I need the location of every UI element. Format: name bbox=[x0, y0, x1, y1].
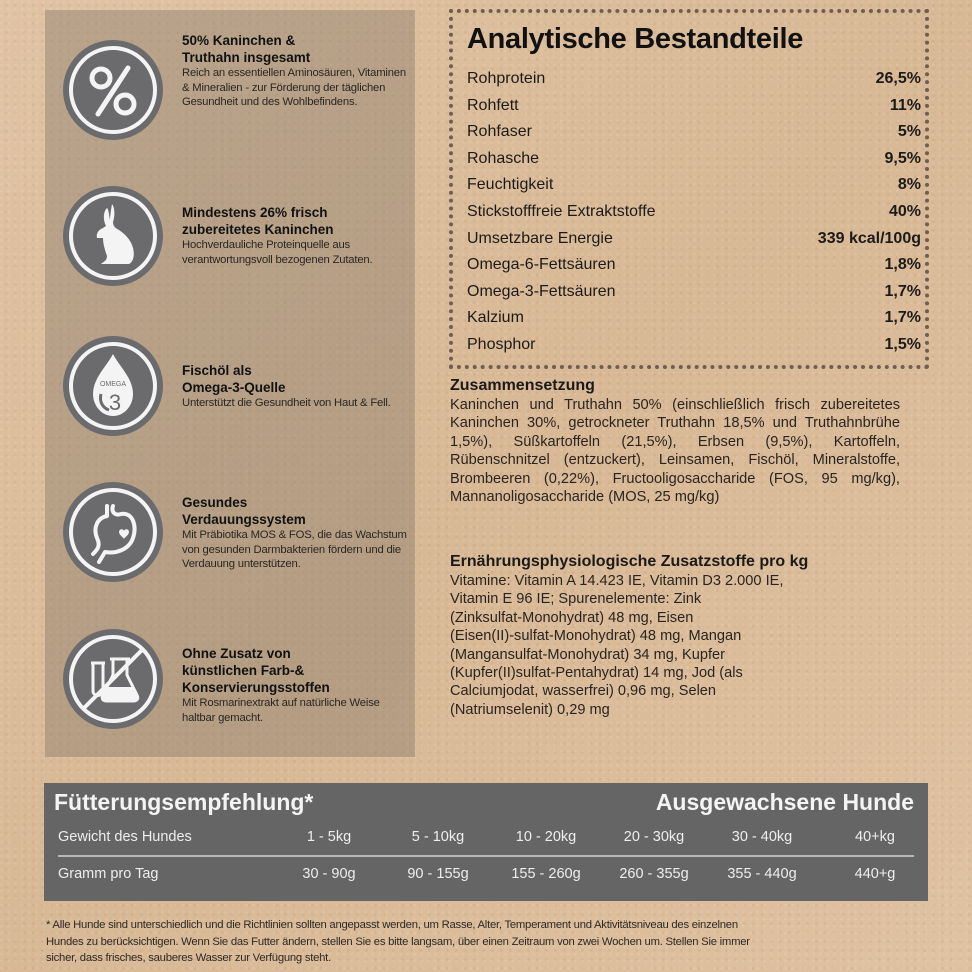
analytics-label: Kalzium bbox=[467, 309, 524, 327]
weight-cell: 40+kg bbox=[855, 829, 895, 845]
analytics-value: 26,5% bbox=[875, 70, 921, 87]
weight-cell: 30 - 40kg bbox=[731, 829, 793, 845]
grams-cell: 90 - 155g bbox=[407, 866, 469, 882]
feature-title-line: Ohne Zusatz von bbox=[182, 646, 291, 661]
feature-title bbox=[182, 362, 412, 396]
additives-line: (Natriumselenit) 0,29 mg bbox=[450, 701, 610, 718]
analytics-row bbox=[467, 283, 921, 309]
analytics-value: 1,5% bbox=[884, 336, 921, 353]
feature-title-line: künstlichen Farb-& bbox=[182, 663, 305, 678]
analytical-constituents-box bbox=[449, 9, 929, 369]
analytics-value: 8% bbox=[897, 176, 921, 194]
analytics-value: 11% bbox=[889, 96, 921, 114]
features-panel bbox=[45, 10, 415, 757]
composition-text: Kaninchen und Truthahn 50% (einschließlich frisch zubereitetes Kaninchen 30%, getrockneter Truthahn 18,5% und Truthahnbrühe 1,5%), Süßkartoffeln (21,5%), Erbsen (9,5%), Kartoffeln, Rübenschnitzel (entzuckert), Leinsamen, Fischöl, Mineralstoffe, Brombeeren (0,22%), Fructooligosaccharide (FOS, 95 mg/kg), Mannanoligosaccharide (MOS, 25 mg/kg) bbox=[450, 397, 900, 506]
weight-cell: 10 - 20kg bbox=[515, 829, 577, 845]
footnote-line: Hundes zu berücksichtigen. Wenn Sie das Futter ändern, stellen Sie es bitte langsam, über einen Zeitraum von zwei Wochen um. Stellen Sie immer bbox=[46, 935, 750, 948]
grams-cell: 30 - 90g bbox=[302, 866, 356, 882]
omega-3-drop-icon bbox=[63, 336, 163, 436]
footnote-line: * Alle Hunde sind unterschiedlich und die Richtlinien sollten angepasst werden, um Rasse, Alter, Temperament und Aktivitätsniveau des einzelnen bbox=[46, 919, 738, 931]
additives-text bbox=[450, 572, 920, 719]
analytics-label: Feuchtigkeit bbox=[467, 176, 554, 194]
composition-section bbox=[450, 376, 900, 506]
additives-line: Vitamine: Vitamin A 14.423 IE, Vitamin D3 2.000 IE, bbox=[450, 573, 784, 589]
rabbit-icon bbox=[63, 186, 163, 286]
feeding-title: Fütterungsempfehlung* bbox=[54, 789, 314, 815]
analytics-value: 1,7% bbox=[884, 309, 921, 327]
analytics-label: Rohfett bbox=[467, 96, 519, 114]
stomach-heart-icon bbox=[63, 482, 163, 582]
analytics-label: Umsetzbare Energie bbox=[467, 229, 613, 247]
analytics-row bbox=[467, 256, 921, 282]
weight-cell: 20 - 30kg bbox=[623, 829, 685, 845]
analytics-label: Rohasche bbox=[467, 149, 540, 167]
analytics-label: Phosphor bbox=[467, 336, 536, 353]
footnote bbox=[46, 917, 926, 967]
additives-line: (Mangansulfat-Monohydrat) 34 mg, Kupfer bbox=[450, 646, 725, 663]
feature-title-line: Mindestens 26% frisch bbox=[182, 205, 328, 220]
analytics-value: 1,7% bbox=[884, 282, 921, 300]
no-chemicals-icon bbox=[63, 629, 163, 729]
analytics-value: 40% bbox=[888, 203, 921, 220]
analytics-row bbox=[467, 230, 921, 256]
analytics-label: Rohfaser bbox=[467, 123, 532, 141]
feature-title-line: Fischöl als bbox=[182, 363, 252, 378]
analytics-value: 339 kcal/100g bbox=[817, 229, 921, 247]
analytics-row bbox=[467, 203, 921, 229]
feature-title bbox=[182, 204, 412, 238]
analytics-row bbox=[467, 309, 921, 335]
analytics-row bbox=[467, 70, 921, 96]
analytics-row bbox=[467, 97, 921, 123]
analytics-label: Omega-3-Fettsäuren bbox=[467, 282, 616, 300]
footnote-line: sicher, dass frisches, sauberes Wasser zur Verfügung steht. bbox=[46, 952, 331, 964]
feature-title-line: 50% Kaninchen & bbox=[182, 33, 296, 48]
analytics-label: Rohprotein bbox=[467, 70, 546, 87]
feature-description: Hochverdauliche Proteinquelle aus verantwortungsvoll bezogenen Zutaten. bbox=[182, 239, 373, 266]
additives-line: (Eisen(II)-sulfat-Monohydrat) 48 mg, Mangan bbox=[450, 628, 742, 645]
feeding-subtitle: Ausgewachsene Hunde bbox=[655, 789, 914, 815]
additives-title: Ernährungsphysiologische Zusatzstoffe pro kg bbox=[450, 553, 809, 570]
feature-title bbox=[182, 32, 412, 66]
grams-cell: 440+g bbox=[854, 866, 896, 882]
omega-label: OMEGA bbox=[99, 381, 127, 388]
analytics-label: Omega-6-Fettsäuren bbox=[467, 256, 616, 274]
additives-section bbox=[450, 552, 920, 719]
additives-line: Vitamin E 96 IE; Spurenelemente: Zink bbox=[450, 591, 702, 608]
feature-title-line: Omega-3-Quelle bbox=[182, 380, 286, 395]
omega-number: 3 bbox=[108, 390, 122, 415]
analytics-value: 9,5% bbox=[884, 149, 921, 167]
additives-line: Calciumjodat, wasserfrei) 0,96 mg, Selen bbox=[450, 683, 717, 700]
composition-title: Zusammensetzung bbox=[450, 377, 595, 394]
analytics-label: Stickstofffreie Extraktstoffe bbox=[467, 203, 656, 220]
feature-title-line: zubereitetes Kaninchen bbox=[182, 222, 334, 237]
feature-title-line: Gesundes bbox=[182, 495, 248, 510]
analytics-row bbox=[467, 176, 921, 202]
feature-title-line: Truthahn insgesamt bbox=[182, 50, 311, 65]
grams-cell: 260 - 355g bbox=[619, 866, 689, 882]
feature-description: Mit Präbiotika MOS & FOS, die das Wachstum von gesunden Darmbakterien fördern und die Verdauung unterstützen. bbox=[182, 529, 407, 570]
percent-icon bbox=[63, 40, 163, 140]
table-divider bbox=[58, 855, 914, 857]
weight-row-label: Gewicht des Hundes bbox=[58, 829, 192, 845]
feature-title bbox=[182, 645, 412, 696]
analytics-row bbox=[467, 336, 921, 362]
additives-line: (Kupfer(II)sulfat-Pentahydrat) 14 mg, Jod (als bbox=[450, 665, 743, 682]
feeding-table bbox=[44, 783, 928, 901]
grams-row-label: Gramm pro Tag bbox=[58, 866, 159, 882]
grams-cell: 155 - 260g bbox=[511, 866, 581, 882]
analytics-value: 5% bbox=[897, 123, 921, 141]
weight-cell: 5 - 10kg bbox=[411, 829, 465, 845]
additives-line: (Zinksulfat-Monohydrat) 48 mg, Eisen bbox=[450, 609, 694, 626]
feature-title-line: Verdauungssystem bbox=[182, 512, 306, 527]
feature-description: Mit Rosmarinextrakt auf natürliche Weise haltbar gemacht. bbox=[182, 697, 380, 724]
feature-description: Reich an essentiellen Aminosäuren, Vitaminen & Mineralien - zur Förderung der täglichen Gesundheit und des Wohlbefindens. bbox=[182, 67, 406, 108]
analytics-value: 1,8% bbox=[884, 256, 921, 274]
analytics-title: Analytische Bestandteile bbox=[467, 23, 804, 55]
feature-description: Unterstützt die Gesundheit von Haut & Fell. bbox=[182, 397, 391, 409]
feature-title-line: Konservierungsstoffen bbox=[182, 680, 330, 695]
grams-cell: 355 - 440g bbox=[727, 866, 797, 882]
feature-title bbox=[182, 494, 412, 528]
analytics-row bbox=[467, 150, 921, 176]
analytics-row bbox=[467, 123, 921, 149]
weight-cell: 1 - 5kg bbox=[306, 829, 352, 845]
